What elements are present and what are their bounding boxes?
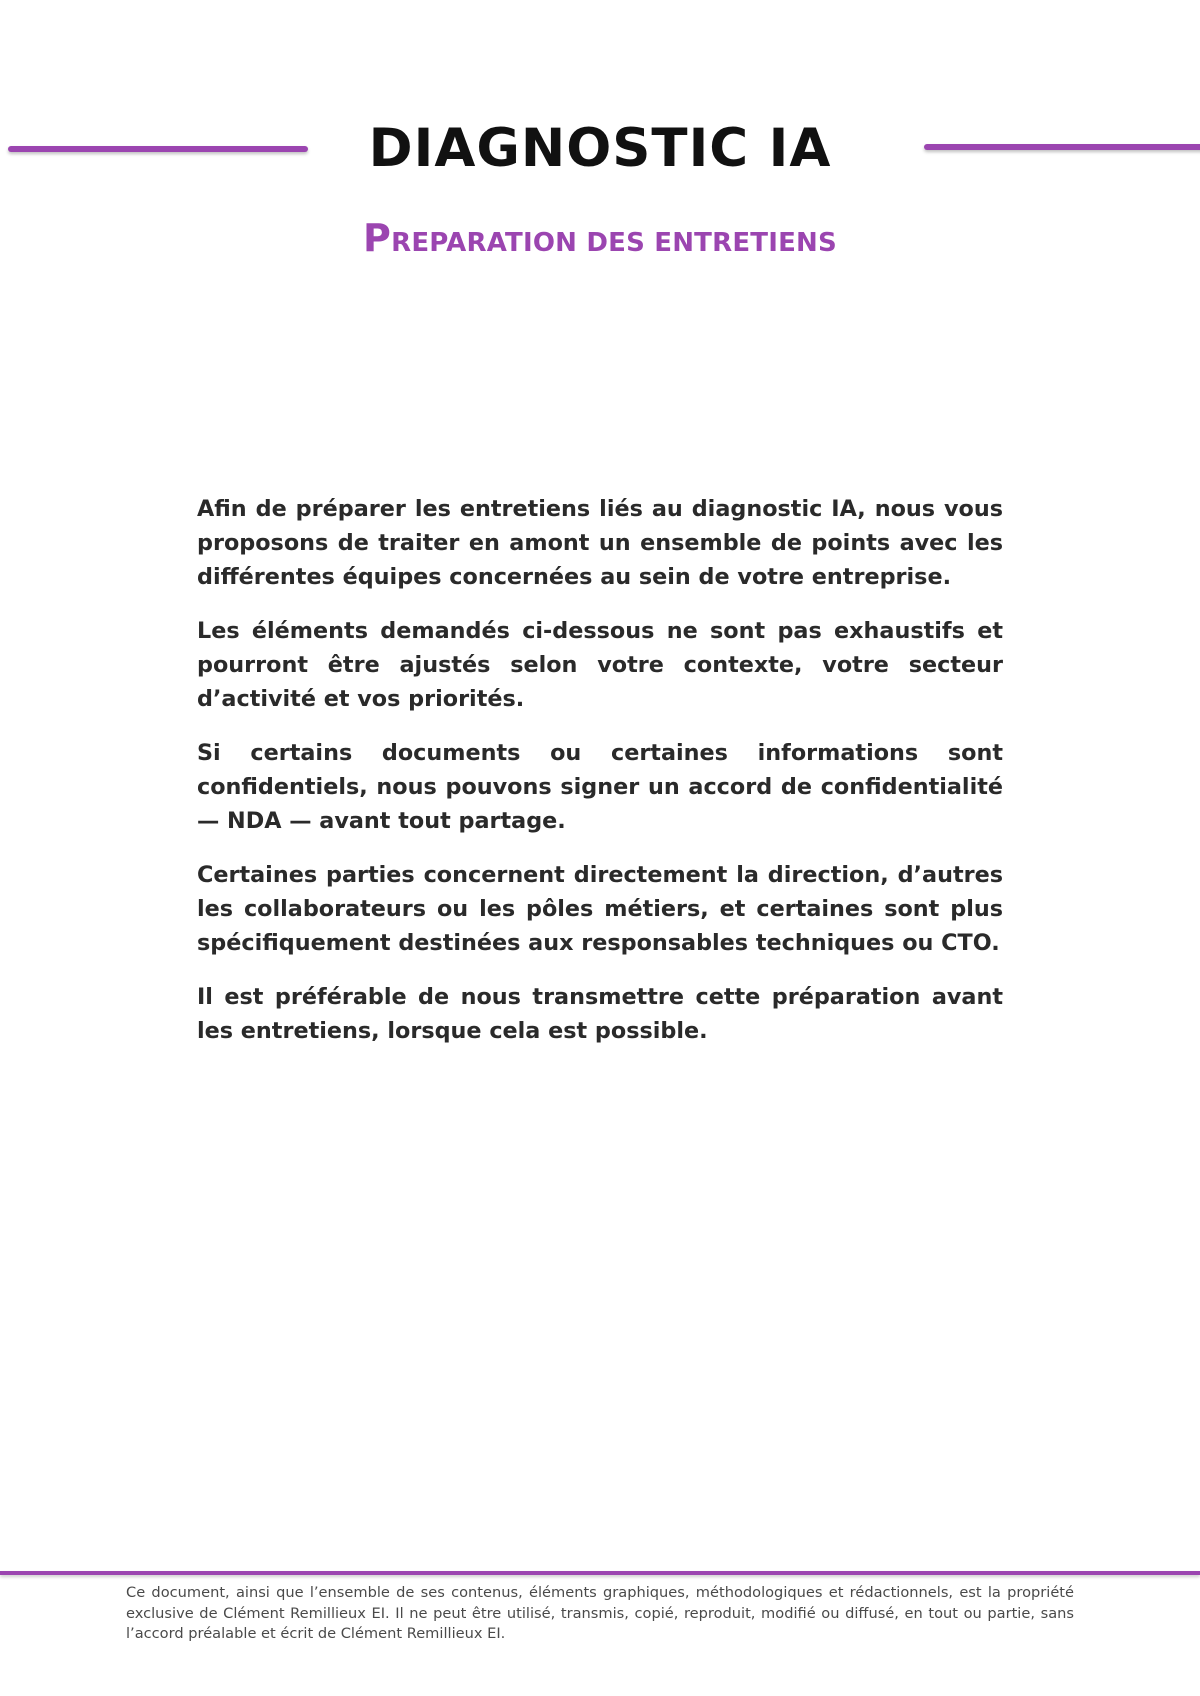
intro-body [197,492,1003,1068]
intro-paragraph-3: Si certains documents ou certaines informations sont confidentiels, nous pouvons signer un accord de confidentialité — NDA — avant tout partage. [197,740,1003,834]
page-title: DIAGNOSTIC IA [368,118,832,179]
header-rule-right [924,144,1200,150]
intro-paragraph-4: Certaines parties concernent directement la direction, d’autres les collaborateurs ou les pôles métiers, et certaines sont plus spécifiquement destinées aux responsables techniques ou CTO. [197,862,1003,956]
intro-paragraph-2: Les éléments demandés ci-dessous ne sont pas exhaustifs et pourront être ajustés selon votre contexte, votre secteur d’activité et vos priorités. [197,618,1003,712]
subtitle-rest: REPARATION DES ENTRETIENS [391,228,837,258]
page-subtitle [0,216,1200,265]
intro-paragraph-1: Afin de préparer les entretiens liés au diagnostic IA, nous vous proposons de traiter en amont un ensemble de points avec les différentes équipes concernées au sein de votre entreprise. [197,496,1003,590]
subtitle-initial: P [363,216,392,260]
footer-copyright-notice: Ce document, ainsi que l’ensemble de ses contenus, éléments graphiques, méthodologiques et rédactionnels, est la propriété exclusive de Clément Remillieux EI. Il ne peut être utilisé, transmis, copié, reproduit, modifié ou diffusé, en tout ou partie, sans l’accord préalable et écrit de Clément Remillieux EI. [126,1584,1074,1642]
footer-rule [0,1571,1200,1575]
intro-paragraph-5: Il est préférable de nous transmettre cette préparation avant les entretiens, lorsque cela est possible. [197,984,1003,1044]
